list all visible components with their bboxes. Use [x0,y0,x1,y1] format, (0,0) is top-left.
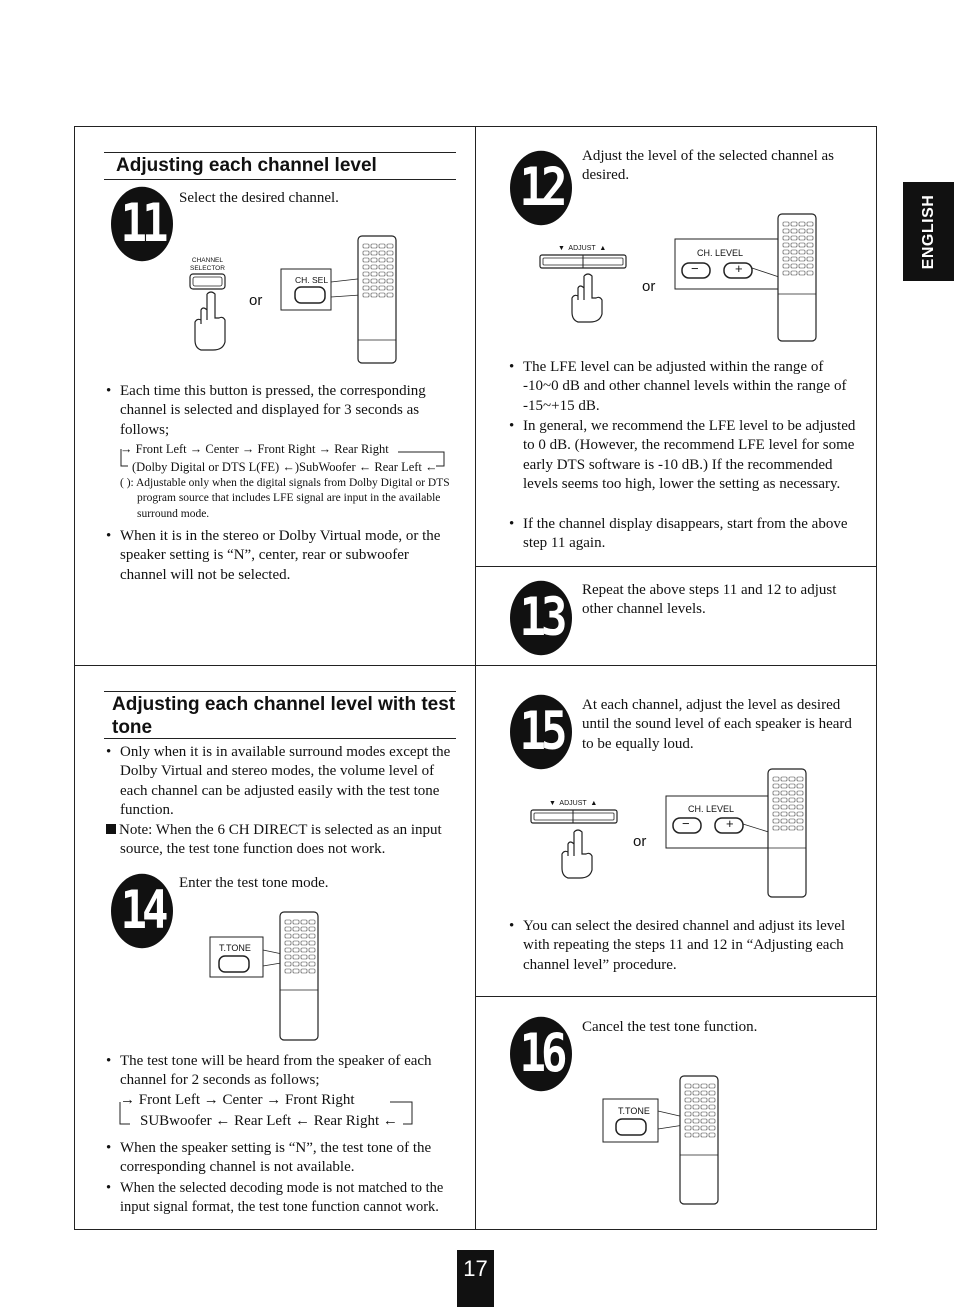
step12-bullet-3: • If the channel display disappears, start from the above step 11 again. [508,515,858,554]
section1-bullet-1: • Each time this button is pressed, the corresponding channel is selected and displayed for 3 seconds as follows; [105,382,455,440]
ch-level-label: CH. LEVEL [688,804,735,814]
step16-illustration [600,1073,730,1208]
step-number-14: 14 [111,874,173,948]
step15-illustration [530,766,815,901]
section-title-test-tone: Adjusting each channel level with test tone [104,691,456,739]
step-number-15: 15 [510,695,572,769]
channel-selector-label: CHANNEL SELECTOR [190,257,225,272]
step14-instruction: Enter the test tone mode. [179,875,329,891]
t-tone-label: T.TONE [219,943,251,953]
pointing-hand-icon [562,830,592,878]
note-square-icon [106,824,116,834]
channel-selector-button-icon [190,274,225,289]
minus-label: − [682,816,690,831]
test-tone-note [106,821,470,860]
step12-bullet-2: • In general, we recommend the LFE level to be adjusted to 0 dB. (However, the recommend LFE level for some early DTS software is -10 dB.) If the recommended levels seems too high, lower the setting as necessary. [508,417,858,495]
or-label: or [249,292,263,309]
column-divider [475,126,476,1230]
test-tone-sequence-line-2: SUBwoofer ← Rear Left ← Rear Right ← [140,1113,398,1129]
step14-illustration [205,910,325,1045]
step12-bullet-1: • The LFE level can be adjusted within the range of -10~0 dB and other channel levels within the range of -15~+15 dB. [508,358,858,416]
step16-instruction: Cancel the test tone function. [582,1019,758,1035]
language-tab-label: ENGLISH [919,194,937,269]
ch-level-label: CH. LEVEL [697,248,744,258]
step12-instruction: Adjust the level of the selected channel as desired. [582,148,834,184]
adjust-label: ▼ ADJUST ▲ [558,245,607,252]
plus-label: + [726,816,734,831]
step16-divider [475,996,877,997]
step11-instruction: Select the desired channel. [179,190,339,206]
step15-bullet: • You can select the desired channel and adjust its level with repeating the steps 11 and 12 in “Adjusting each channel level” procedure. [508,917,858,975]
ch-sel-label: CH. SEL [295,275,329,285]
page-number: 17 [457,1250,494,1307]
pointing-hand-icon [195,292,225,350]
t-tone-label: T.TONE [618,1106,650,1116]
adjust-rocker-icon [531,810,617,823]
t-tone-button-icon [219,956,249,972]
language-tab [903,182,954,281]
step15-instruction: At each channel, adjust the level as desired until the sound level of each speaker is heard to be equally loud. [582,697,852,752]
step-number-16: 16 [510,1017,572,1091]
minus-label: − [691,261,699,276]
step-number-12: 12 [510,151,572,225]
step11-illustration [185,232,405,367]
channel-sequence-line-2: (Dolby Digital or DTS L(FE) ←)SubWoofer ← Rear Left ← [132,460,438,474]
plus-label: + [735,261,743,276]
step-number-13: 13 [510,581,572,655]
test-tone-sequence-line-1: → Front Left → Center → Front Right [120,1092,355,1108]
section-title-channel-level: Adjusting each channel level [104,152,456,180]
section2-bullet-2: • The test tone will be heard from the speaker of each channel for 2 seconds as follows; [105,1052,455,1091]
adjust-label: ▼ ADJUST ▲ [549,800,598,807]
test-tone-loop-lines [118,1100,418,1128]
or-label: or [633,833,647,850]
section2-bullet-4: • When the selected decoding mode is not matched to the input signal format, the test tone function cannot work. [105,1179,470,1218]
section1-bullet-2: • When it is in the stereo or Dolby Virtual mode, or the speaker setting is “N”, center, rear or subwoofer channel will not be selected. [105,527,455,585]
pointing-hand-icon [572,274,602,322]
ch-sel-button-icon [295,287,325,303]
note-text: Note: When the 6 CH DIRECT is selected as an input source, the test tone function does not work. [119,822,442,858]
sequence-note: ( ): Adjustable only when the digital signals from Dolby Digital or DTS program source that includes LFE signal are input in the available surround mode. [120,477,450,520]
channel-sequence-line-1: → Front Left → Center → Front Right → Rear Right [120,442,389,456]
step13-divider [475,566,877,567]
row-divider [74,665,877,666]
or-label: or [642,278,656,295]
t-tone-button-icon [616,1119,646,1135]
section2-bullet-1: • Only when it is in available surround modes except the Dolby Virtual and stereo modes, the volume level of each channel can be adjusted easily with the test tone function. [105,743,455,821]
step13-instruction: Repeat the above steps 11 and 12 to adjust other channel levels. [582,582,837,618]
section2-bullet-3: • When the speaker setting is “N”, the test tone of the corresponding channel is not available. [105,1139,455,1178]
sequence-loop-lines [118,449,448,469]
step12-illustration [538,210,823,345]
step-number-11: 11 [111,187,173,261]
